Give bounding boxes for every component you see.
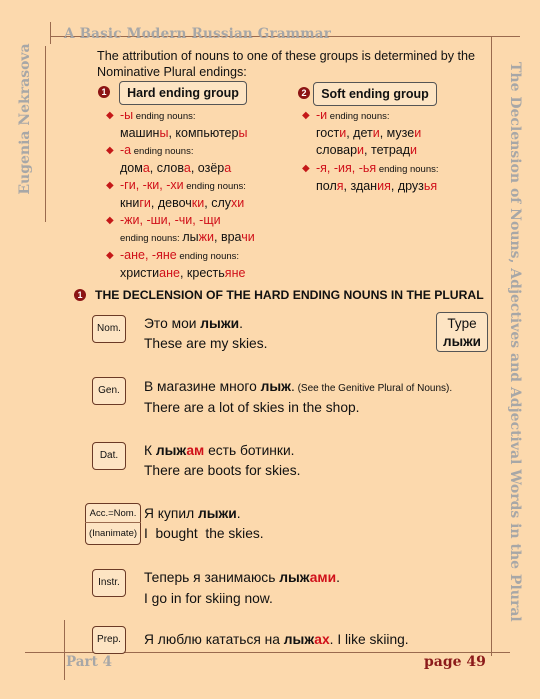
- bullet-icon: ◆: [302, 163, 310, 174]
- word-ending: ки: [191, 196, 205, 210]
- sentence-text: Теперь я занимаюсь: [144, 570, 280, 585]
- word-stem: пол: [316, 179, 337, 193]
- separator: ,: [204, 196, 212, 210]
- intro-text: The attribution of nouns to one of these groups is determined by the Nominative Plural endings:: [97, 49, 476, 79]
- case-label-dat: [92, 442, 126, 470]
- case-label: Dat.: [99, 450, 119, 461]
- word-ending: и: [357, 143, 365, 157]
- page-number: page 49: [424, 654, 486, 670]
- example-acc-ru: [144, 504, 241, 524]
- word-stem: кни: [120, 196, 140, 210]
- word-stem: здан: [350, 179, 378, 193]
- example-prep: [144, 630, 409, 650]
- ending: -а: [120, 143, 132, 157]
- case-label-gen: [92, 377, 126, 405]
- sentence-text: Я люблю кататься на: [144, 632, 284, 647]
- sentence-text: . I like skiing.: [329, 632, 409, 647]
- example-nom-ru: [144, 314, 243, 334]
- bullet-icon: ◆: [106, 215, 114, 226]
- ending: -и: [316, 108, 328, 122]
- case-label: Prep.: [97, 634, 121, 645]
- ending-note: ending nouns:: [176, 251, 240, 262]
- soft-item-2: [302, 160, 439, 195]
- target-word-stem: лыж: [155, 443, 187, 458]
- sentence-text: .: [239, 316, 243, 331]
- group-number-hard: 1: [98, 86, 110, 98]
- example-nom-en: These are my skies.: [144, 336, 268, 351]
- book-title: A Basic Modern Russian Grammar: [64, 26, 332, 42]
- hard-group-label: Hard ending group: [119, 81, 247, 105]
- hard-item-4: [106, 212, 255, 247]
- case-label-nom: [92, 315, 126, 343]
- example-dat-en: There are boots for skies.: [144, 463, 301, 478]
- case-label: Acc.=Nom.: [89, 508, 137, 519]
- sentence-text: есть ботинки.: [204, 443, 295, 458]
- case-sublabel: (Inanimate): [88, 528, 138, 539]
- ending-note: ending nouns:: [131, 146, 194, 157]
- example-acc-en: I bought the skies.: [144, 526, 264, 541]
- case-label-prep: [92, 626, 126, 654]
- frame-line-left: [45, 46, 46, 222]
- separator: ,: [343, 179, 351, 193]
- ending: -ги, -ки, -хи: [120, 178, 184, 192]
- word-ending: яне: [224, 266, 246, 280]
- case-label: Nom.: [97, 323, 121, 334]
- sentence-text: Я купил: [144, 506, 198, 521]
- bullet-icon: ◆: [106, 250, 114, 261]
- word-ending: а: [224, 161, 232, 175]
- sentence-text: К: [144, 443, 156, 458]
- word-ending: ия: [377, 179, 391, 193]
- bullet-icon: ◆: [106, 110, 114, 121]
- word-stem: слов: [156, 161, 184, 175]
- word-ending: и: [410, 143, 418, 157]
- author-name: Eugenia Nekrasova: [17, 43, 33, 195]
- target-word-ending: ам: [186, 443, 205, 458]
- word-stem: друз: [397, 179, 424, 193]
- target-word-ending: ами: [309, 570, 337, 585]
- ending: -ы: [120, 108, 134, 122]
- word-stem: христи: [120, 266, 160, 280]
- ending: -жи, -ши, -чи, -щи: [120, 213, 221, 227]
- sentence-text: В магазине много: [144, 379, 261, 394]
- word-ending: а: [183, 161, 191, 175]
- ending: -ане, -яне: [120, 248, 177, 262]
- chapter-title: The Declension of Nouns, Adjectives and Adjectival Words in the Plural: [507, 62, 523, 622]
- target-word: лыжи: [197, 506, 237, 521]
- type-label: Type: [447, 316, 477, 331]
- separator: ,: [364, 143, 371, 157]
- sentence-text: .: [336, 570, 340, 585]
- separator: ,: [150, 196, 158, 210]
- case-label: Instr.: [98, 577, 120, 588]
- frame-line-left-top: [50, 22, 51, 44]
- separator: ,: [149, 161, 157, 175]
- word-stem: дом: [120, 161, 143, 175]
- example-instr-ru: [144, 568, 340, 588]
- word-ending: ане: [159, 266, 180, 280]
- type-word: лыжи: [443, 334, 481, 349]
- word-stem: кресть: [186, 266, 225, 280]
- word-ending: ги: [139, 196, 151, 210]
- bullet-icon: ◆: [106, 145, 114, 156]
- sentence-text: .: [236, 506, 241, 521]
- word-stem: музе: [386, 126, 415, 140]
- section-title: THE DECLENSION OF THE HARD ENDING NOUNS IN THE PLURAL: [95, 288, 484, 302]
- example-gen-en: There are a lot of skies in the shop.: [144, 400, 360, 415]
- word-stem: лы: [182, 230, 199, 244]
- ending-note: ending nouns:: [183, 181, 246, 192]
- target-word: лыж: [260, 379, 291, 394]
- word-stem: дет: [353, 126, 373, 140]
- type-box: [436, 312, 488, 352]
- separator: ,: [379, 126, 387, 140]
- word-ending: жи: [198, 230, 214, 244]
- word-stem: озёр: [197, 161, 225, 175]
- target-word-stem: лыж: [283, 632, 315, 647]
- bullet-icon: ◆: [106, 180, 114, 191]
- separator: ,: [168, 126, 176, 140]
- case-label-acc-divider: [85, 522, 141, 523]
- word-stem: тетрад: [370, 143, 411, 157]
- word-stem: девоч: [157, 196, 192, 210]
- separator: ,: [179, 266, 187, 280]
- ending-note: ending nouns:: [133, 111, 196, 122]
- ending-note: ending nouns:: [376, 164, 439, 175]
- word-ending: ья: [423, 179, 438, 193]
- word-ending: и: [414, 126, 422, 140]
- word-ending: я: [336, 179, 344, 193]
- word-stem: гост: [316, 126, 340, 140]
- word-stem: словар: [316, 143, 358, 157]
- word-stem: машин: [120, 126, 160, 140]
- example-dat-ru: [144, 441, 295, 461]
- case-label: Gen.: [98, 385, 120, 396]
- soft-group-label: Soft ending group: [313, 82, 437, 106]
- word-ending: ы: [159, 126, 169, 140]
- hard-item-5: [106, 247, 246, 282]
- word-ending: ы: [238, 126, 248, 140]
- target-word-ending: ах: [314, 632, 330, 647]
- section-number: 1: [74, 289, 86, 301]
- separator: ,: [213, 230, 221, 244]
- word-ending: хи: [231, 196, 245, 210]
- hard-item-1: [106, 107, 248, 142]
- separator: ,: [390, 179, 398, 193]
- hard-item-2: [106, 142, 232, 177]
- frame-line-left-bottom: [64, 620, 65, 680]
- sentence-text: .: [290, 379, 295, 394]
- ending-note: ending nouns:: [120, 233, 183, 244]
- part-label: Part 4: [66, 654, 112, 670]
- word-stem: компьютер: [175, 126, 239, 140]
- group-number-soft: 2: [298, 87, 310, 99]
- case-label-instr: [92, 569, 126, 597]
- frame-line-right: [491, 36, 492, 656]
- example-instr-en: I go in for skiing now.: [144, 591, 273, 606]
- bullet-icon: ◆: [302, 110, 310, 121]
- word-ending: а: [142, 161, 150, 175]
- hard-item-3: [106, 177, 246, 212]
- separator: ,: [190, 161, 198, 175]
- ending: -я, -ия, -ья: [316, 161, 377, 175]
- case-label-acc: [85, 503, 141, 545]
- reference-note: (See the Genitive Plural of Nouns).: [294, 383, 453, 394]
- example-gen-ru: [144, 377, 452, 399]
- word-stem: вра: [220, 230, 242, 244]
- word-ending: и: [339, 126, 347, 140]
- separator: ,: [346, 126, 354, 140]
- word-stem: слу: [211, 196, 231, 210]
- sentence-text: Это мои: [144, 316, 201, 331]
- ending-note: ending nouns:: [327, 111, 390, 122]
- word-ending: и: [372, 126, 380, 140]
- soft-item-1: [302, 107, 422, 159]
- target-word: лыжи: [200, 316, 240, 331]
- target-word-stem: лыж: [279, 570, 310, 585]
- word-ending: чи: [241, 230, 255, 244]
